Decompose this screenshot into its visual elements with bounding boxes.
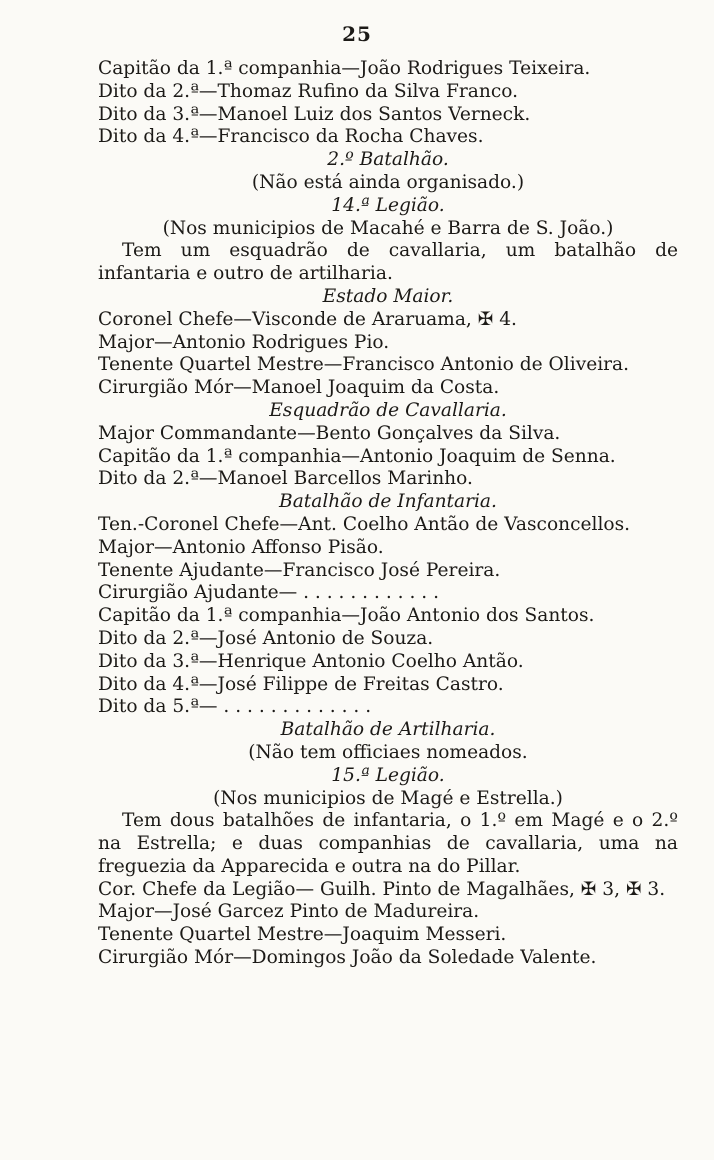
section-note: (Nos municipios de Magé e Estrella.) — [213, 787, 563, 809]
text-line: Dito da 3.ª—Manoel Luiz dos Santos Verneck. — [98, 103, 531, 125]
section-heading: 14.ª Legião. — [331, 194, 445, 216]
text-line: Capitão da 1.ª companhia—João Rodrigues Teixeira. — [98, 58, 591, 79]
text-line: Tenente Ajudante—Francisco José Pereira. — [98, 559, 501, 581]
text-line: Major—José Garcez Pinto de Madureira. — [98, 901, 480, 923]
text-line: Major—Antonio Rodrigues Pio. — [98, 331, 390, 353]
page-text — [98, 58, 678, 970]
text-line: Dito da 2.ª—José Antonio de Souza. — [98, 627, 434, 649]
section-note: (Nos municipios de Macahé e Barra de S. João.) — [162, 217, 614, 239]
text-line: Dito da 5.ª— . . . . . . . . . . . . . — [98, 696, 372, 718]
text-line: Major—Antonio Affonso Pisão. — [98, 536, 384, 558]
text-line: Dito da 2.ª—Manoel Barcellos Marinho. — [98, 468, 473, 490]
section-heading: Esquadrão de Cavallaria. — [269, 399, 507, 421]
text-line: Cirurgião Mór—Manoel Joaquim da Costa. — [98, 377, 500, 399]
text-line: Cor. Chefe da Legião— Guilh. Pinto de Magalhães, ✠ 3, ✠ 3. — [98, 878, 666, 900]
section-heading: 15.ª Legião. — [331, 764, 445, 786]
paragraph: Tem dous batalhões de infantaria, o 1.º em Magé e o 2.º na Estrella; e duas companhias de cavallaria, uma na freguezia da Apparecida e outra na do Pillar. — [98, 810, 678, 877]
text-line: Major Commandante—Bento Gonçalves da Silva. — [98, 422, 561, 444]
text-line: Dito da 4.ª—José Filippe de Freitas Castro. — [98, 673, 504, 695]
section-heading: 2.º Batalhão. — [327, 149, 449, 171]
text-line: Tenente Quartel Mestre—Francisco Antonio de Oliveira. — [98, 354, 630, 376]
paragraph: Tem um esquadrão de cavallaria, um batalhão de infantaria e outro de artilharia. — [98, 240, 678, 285]
section-note: (Não está ainda organisado.) — [251, 171, 525, 193]
text-line: Ten.-Coronel Chefe—Ant. Coelho Antão de Vasconcellos. — [98, 513, 631, 535]
text-line: Cirurgião Mór—Domingos João da Soledade Valente. — [98, 947, 597, 969]
text-line: Dito da 2.ª—Thomaz Rufino da Silva Franco. — [98, 80, 519, 102]
text-line: Dito da 4.ª—Francisco da Rocha Chaves. — [98, 126, 484, 148]
text-line: Tenente Quartel Mestre—Joaquim Messeri. — [98, 924, 507, 946]
text-line: Cirurgião Ajudante— . . . . . . . . . . . . — [98, 582, 440, 604]
text-line: Capitão da 1.ª companhia—Antonio Joaquim de Senna. — [98, 445, 616, 467]
section-heading: Estado Maior. — [322, 285, 454, 307]
text-line: Dito da 3.ª—Henrique Antonio Coelho Antão. — [98, 650, 524, 672]
section-heading: Batalhão de Infantaria. — [279, 491, 497, 513]
section-note: (Não tem officiaes nomeados. — [248, 741, 528, 763]
text-line: Coronel Chefe—Visconde de Araruama, ✠ 4. — [98, 308, 517, 330]
page-number: 25 — [342, 22, 372, 46]
section-heading: Batalhão de Artilharia. — [280, 719, 496, 741]
text-line: Capitão da 1.ª companhia—João Antonio dos Santos. — [98, 605, 595, 627]
